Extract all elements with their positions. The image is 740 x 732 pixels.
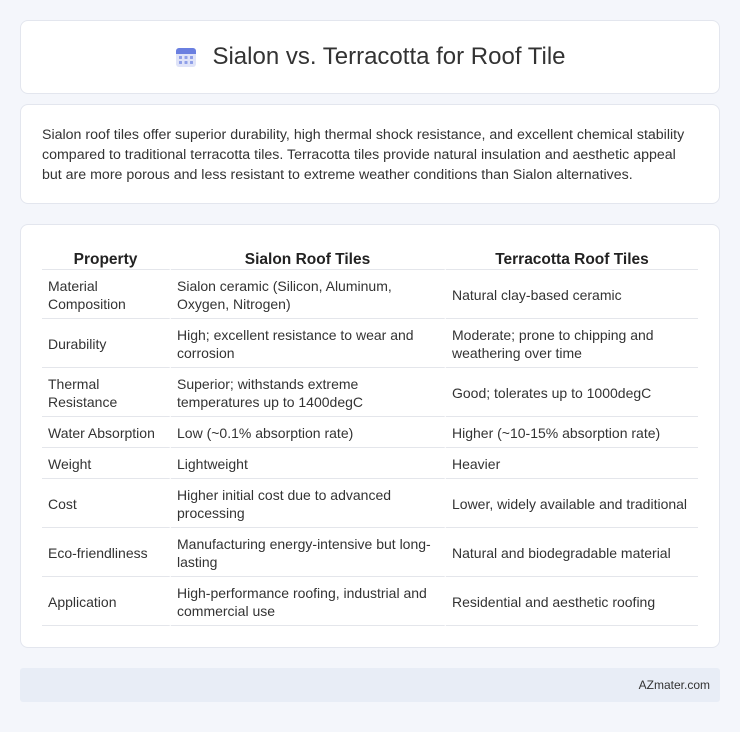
cell-terracotta: Natural and biodegradable material	[446, 528, 698, 577]
column-header-sialon: Sialon Roof Tiles	[171, 245, 446, 270]
cell-property: Durability	[42, 319, 171, 368]
cell-terracotta: Natural clay-based ceramic	[446, 270, 698, 319]
cell-sialon: Low (~0.1% absorption rate)	[171, 417, 446, 448]
cell-terracotta: Heavier	[446, 448, 698, 479]
cell-terracotta: Residential and aesthetic roofing	[446, 577, 698, 626]
page-title: Sialon vs. Terracotta for Roof Tile	[212, 43, 566, 70]
column-header-terracotta: Terracotta Roof Tiles	[446, 245, 698, 270]
table-row	[42, 417, 698, 448]
cell-sialon: High; excellent resistance to wear and corrosion	[171, 319, 446, 368]
cell-sialon: Superior; withstands extreme temperatures up to 1400degC	[171, 368, 446, 417]
cell-property: Eco-friendliness	[42, 528, 171, 577]
cell-property: Water Absorption	[42, 417, 171, 448]
cell-terracotta: Moderate; prone to chipping and weathering over time	[446, 319, 698, 368]
table-row	[42, 448, 698, 479]
table-row	[42, 368, 698, 417]
calendar-icon	[174, 45, 198, 69]
table-row	[42, 528, 698, 577]
table-row	[42, 270, 698, 319]
comparison-table	[42, 245, 698, 626]
cell-sialon: Higher initial cost due to advanced processing	[171, 479, 446, 528]
column-header-property: Property	[42, 245, 171, 270]
cell-sialon: High-performance roofing, industrial and commercial use	[171, 577, 446, 626]
cell-property: Thermal Resistance	[42, 368, 171, 417]
table-row	[42, 577, 698, 626]
cell-terracotta: Good; tolerates up to 1000degC	[446, 368, 698, 417]
table-header-row	[42, 245, 698, 270]
cell-sialon: Sialon ceramic (Silicon, Aluminum, Oxygen, Nitrogen)	[171, 270, 446, 319]
intro-card	[20, 104, 720, 204]
table-body	[42, 270, 698, 626]
table-row	[42, 319, 698, 368]
title-card	[20, 20, 720, 94]
cell-sialon: Lightweight	[171, 448, 446, 479]
intro-text: Sialon roof tiles offer superior durability, high thermal shock resistance, and excellent chemical stability compared to traditional terracotta tiles. Terracotta tiles provide natural insulation and aesthetic appeal but are more porous and less resistant to extreme weather conditions than Sialon alternatives.	[42, 127, 685, 183]
cell-terracotta: Higher (~10-15% absorption rate)	[446, 417, 698, 448]
cell-property: Weight	[42, 448, 171, 479]
cell-terracotta: Lower, widely available and traditional	[446, 479, 698, 528]
cell-property: Cost	[42, 479, 171, 528]
cell-property: Material Composition	[42, 270, 171, 319]
footer	[20, 668, 720, 702]
comparison-card	[20, 224, 720, 648]
footer-source: AZmater.com	[638, 678, 710, 692]
table-row	[42, 479, 698, 528]
cell-sialon: Manufacturing energy-intensive but long-lasting	[171, 528, 446, 577]
cell-property: Application	[42, 577, 171, 626]
